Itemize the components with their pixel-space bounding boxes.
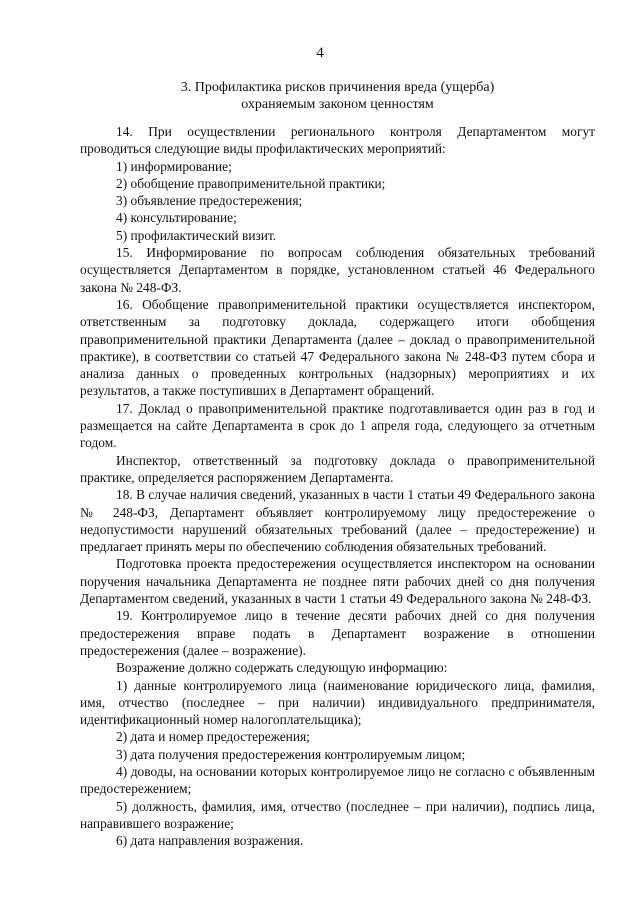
list-item: 2) обобщение правоприменительной практики; [116, 175, 386, 191]
section-heading-line-2: охраняемым законом ценностям [241, 97, 434, 112]
list-item: 5) профилактический визит. [116, 227, 277, 243]
paragraph: Подготовка проекта предостережения осуществляется инспектором на основании поручения начальника Департамента не позднее пяти рабочих дней со дня получения Департаментом сведений, указанных в части 1 статьи 49 Федерального закона № 248-ФЗ. [80, 556, 595, 607]
section-heading [80, 79, 595, 113]
list-item: 6) дата направления возражения. [116, 833, 304, 849]
paragraph: Возражение должно содержать следующую информацию: [116, 660, 448, 676]
paragraph: 16. Обобщение правоприменительной практики осуществляется инспектором, ответственным за подготовку доклада, содержащего итоги обобщения правоприменительной практики Департамента (далее – доклад о правоприменительной практике), в соответствии со статьей 47 Федерального закона № 248-ФЗ путем сбора и анализа данных о проведенных контрольных (надзорных) мероприятиях и их результатов, а также поступивших в Департамент обращений. [80, 296, 595, 399]
list-item: 2) дата и номер предостережения; [116, 729, 310, 745]
paragraph: 19. Контролируемое лицо в течение десяти рабочих дней со дня получения предостережения вправе подать в Департамент возражение в отношении предостережения (далее – возражение). [80, 608, 595, 658]
list-item: 3) дата получения предостережения контролируемым лицом; [116, 746, 466, 762]
list-item: 4) консультирование; [116, 210, 237, 226]
paragraph: 17. Доклад о правоприменительной практике подготавливается один раз в год и размещается на сайте Департамента в срок до 1 апреля года, следующего за отчетным годом. [80, 400, 595, 451]
list-item: 5) должность, фамилия, имя, отчество (последнее – при наличии), подпись лица, направившего возражение; [80, 798, 595, 831]
document-body [80, 123, 595, 849]
paragraph: 15. Информирование по вопросам соблюдения обязательных требований осуществляется Департаментом в порядке, установленном статьей 46 Федерального закона № 248-ФЗ. [80, 245, 595, 295]
page-number: 4 [316, 45, 324, 61]
list-item: 4) доводы, на основании которых контролируемое лицо не согласно с объявленным предостережением; [80, 763, 595, 797]
paragraph: 14. При осуществлении регионального контроля Департаментом могут проводиться следующие виды профилактических мероприятий: [80, 124, 595, 157]
list-item: 3) объявление предостережения; [116, 193, 303, 209]
list-item: 1) данные контролируемого лица (наименование юридического лица, фамилия, имя, отчество (последнее – при наличии) индивидуального предпринимателя, идентификационный номер налогоплательщика); [80, 677, 595, 728]
paragraph: Инспектор, ответственный за подготовку доклада о правоприменительной практике, определяется распоряжением Департамента. [80, 452, 595, 485]
paragraph: 18. В случае наличия сведений, указанных в части 1 статьи 49 Федерального закона № 248-ФЗ, Департамент объявляет контролируемому лицу предостережение о недопустимости нарушений обязательных требований (далее – предостережение) и предлагает принять меры по обеспечению соблюдения обязательных требований. [80, 487, 595, 555]
section-heading-line-1: 3. Профилактика рисков причинения вреда (ущерба) [180, 80, 495, 95]
list-item: 1) информирование; [116, 158, 232, 174]
